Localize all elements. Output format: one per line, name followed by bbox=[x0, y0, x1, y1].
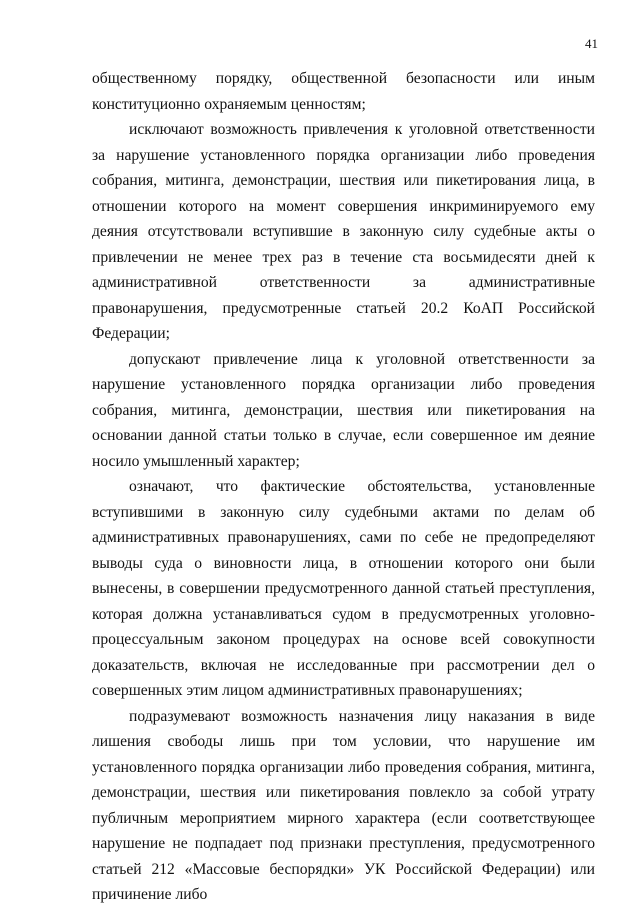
paragraph-4: означают, что фактические обстоятельства, установленные вступившими в законную силу судебными актами по делам об административных правонарушениях, сами по себе не предопределяют выводы суда о виновности лица, в отношении которого они были вынесены, в совершении предусмотренного данной статьей преступления, которая должна устанавливаться судом в предусмотренных уголовно-процессуальным законом процедурах на основе всей совокупности доказательств, включая не исследованные при рассмотрении дел о совершенных этим лицом административных правонарушениях; bbox=[92, 478, 595, 699]
paragraph-3: допускают привлечение лица к уголовной ответственности за нарушение установленного порядка организации либо проведения собрания, митинга, демонстрации, шествия или пикетирования на основании данной статьи только в случае, если совершенное им деяние носило умышленный характер; bbox=[92, 350, 595, 470]
document-body bbox=[92, 66, 595, 908]
paragraph-2: исключают возможность привлечения к уголовной ответственности за нарушение установленного порядка организации либо проведения собрания, митинга, демонстрации, шествия или пикетирования лица, в отношении которого на момент совершения инкриминируемого ему деяния отсутствовали вступившие в законную силу судебные акты о привлечении не менее трех раз в течение ста восьмидесяти дней к административной ответственности за административные правонарушения, предусмотренные статьей 20.2 КоАП Российской Федерации; bbox=[92, 121, 595, 342]
page-number: 41 bbox=[585, 36, 598, 51]
paragraph-5: подразумевают возможность назначения лицу наказания в виде лишения свободы лишь при том условии, что нарушение им установленного порядка организации либо проведения собрания, митинга, демонстрации, шествия или пикетирования повлекло за собой утрату публичным мероприятием мирного характера (если соответствующее нарушение не подпадает под признаки преступления, предусмотренного статьей 212 «Массовые беспорядки» УК Российской Федерации) или причинение либо bbox=[92, 707, 595, 903]
paragraph-1-continuation: общественному порядку, общественной безопасности или иным конституционно охраняемым ценностям; bbox=[92, 70, 595, 113]
